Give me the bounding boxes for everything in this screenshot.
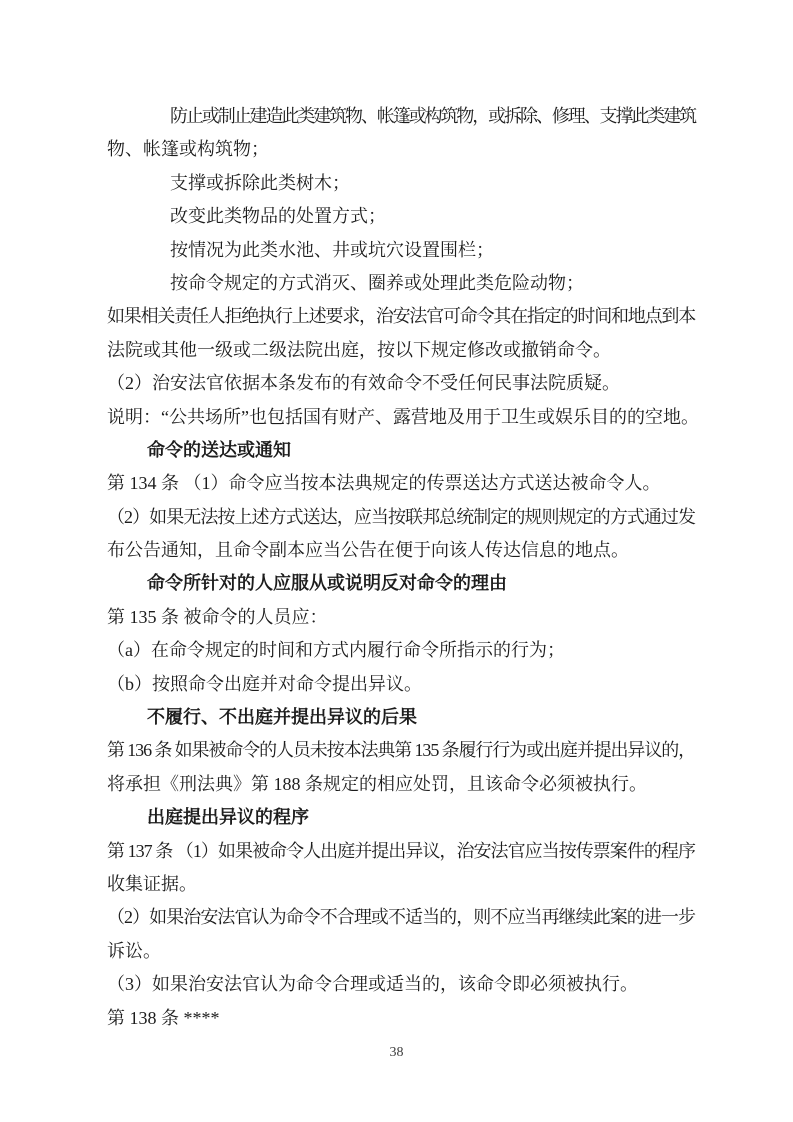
doc-line: 第 134 条 （1）命令应当按本法典规定的传票送达方式送达被命令人。 — [107, 473, 661, 494]
doc-line: 第 136 条 如果被命令的人员未按本法典第 135 条履行行为或出庭并提出异议的， — [107, 740, 695, 761]
doc-line: （2）如果治安法官认为命令不合理或不适当的，则不应当再继续此案的进一步 — [107, 907, 695, 928]
doc-line: （2）如果无法按上述方式送达，应当按联邦总统制定的规则规定的方式通过发 — [107, 506, 695, 527]
section-heading: 出庭提出异议的程序 — [147, 807, 309, 828]
doc-line: 布公告通知，且命令副本应当公告在便于向该人传达信息的地点。 — [107, 540, 629, 561]
page-number: 38 — [389, 1045, 404, 1060]
doc-line: 第 135 条 被命令的人员应： — [107, 606, 328, 627]
doc-line: 防止或制止建造此类建筑物、帐篷或构筑物，或拆除、修理、支撑此类建筑 — [170, 106, 695, 126]
doc-line: （3）如果治安法官认为命令合理或适当的，该命令即必须被执行。 — [107, 974, 638, 995]
doc-line: 物、帐篷或构筑物； — [107, 139, 269, 160]
doc-line: 第 137 条 （1）如果被命令人出庭并提出异议，治安法官应当按传票案件的程序 — [107, 840, 695, 861]
doc-line: 将承担《刑法典》第 188 条规定的相应处罚，且该命令必须被执行。 — [107, 773, 647, 794]
doc-line: （a）在命令规定的时间和方式内履行命令所指示的行为； — [107, 640, 565, 661]
doc-line: 收集证据。 — [107, 873, 197, 894]
doc-line: 第 138 条 **** — [107, 1007, 220, 1028]
doc-line: 按命令规定的方式消灭、圈养或处理此类危险动物； — [170, 272, 584, 293]
doc-line: 支撑或拆除此类树木； — [170, 172, 350, 193]
section-heading: 命令的送达或通知 — [147, 439, 291, 460]
section-heading: 不履行、不出庭并提出异议的后果 — [147, 707, 417, 728]
doc-line: （2）治安法官依据本条发布的有效命令不受任何民事法院质疑。 — [107, 373, 620, 394]
doc-line: （b）按照命令出庭并对命令提出异议。 — [107, 673, 422, 694]
doc-line: 说明：“公共场所”也包括国有财产、露营地及用于卫生或娱乐目的的空地。 — [107, 406, 699, 427]
section-heading: 命令所针对的人应服从或说明反对命令的理由 — [147, 573, 507, 594]
doc-line: 诉讼。 — [107, 940, 161, 961]
doc-line: 按情况为此类水池、井或坑穴设置围栏； — [170, 239, 494, 260]
doc-line: 如果相关责任人拒绝执行上述要求，治安法官可命令其在指定的时间和地点到本 — [107, 306, 695, 327]
doc-line: 法院或其他一级或二级法院出庭，按以下规定修改或撤销命令。 — [107, 339, 611, 360]
document-text-block — [107, 100, 699, 1035]
doc-line: 改变此类物品的处置方式； — [170, 206, 386, 227]
